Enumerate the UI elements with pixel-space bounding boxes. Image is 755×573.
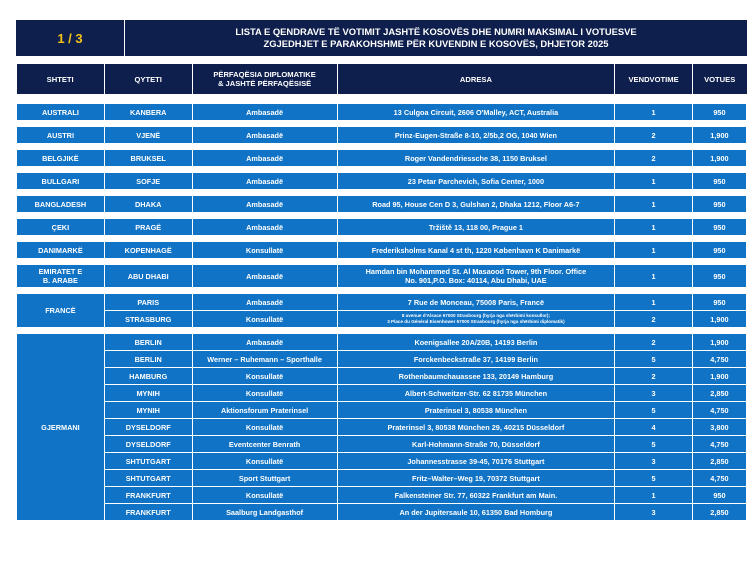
address-cell: Praterinsel 3, 80538 München 29, 40215 Düsseldorf [337,419,615,436]
representation-cell: Konsullatë [192,368,337,385]
city-cell: SOFJE [104,173,192,190]
table-row [17,402,747,419]
country-cell: AUSTRI [17,127,105,144]
table-row [17,419,747,436]
voters-cell: 4,750 [692,402,746,419]
city-cell: SHTUTGART [104,470,192,487]
representation-cell: Ambasadë [192,196,337,213]
voters-cell: 1,900 [692,150,746,167]
representation-cell: Konsullatë [192,311,337,328]
city-cell: HAMBURG [104,368,192,385]
city-cell: SHTUTGART [104,453,192,470]
voters-cell: 950 [692,242,746,259]
address-cell: Forckenbeckstraße 37, 14199 Berlin [337,351,615,368]
table-row [17,127,747,144]
country-cell: ÇEKI [17,219,105,236]
voters-cell: 4,750 [692,436,746,453]
city-cell: STRASBURG [104,311,192,328]
polling-places-cell: 2 [615,150,693,167]
address-cell: 23 Petar Parchevich, Sofia Center, 1000 [337,173,615,190]
address-cell: Road 95, House Cen D 3, Gulshan 2, Dhaka 1212, Floor A6-7 [337,196,615,213]
country-cell: BELGJIKË [17,150,105,167]
country-cell: BULLGARI [17,173,105,190]
country-cell: GJERMANI [17,334,105,521]
voters-cell: 1,900 [692,368,746,385]
address-cell: Tržiště 13, 118 00, Prague 1 [337,219,615,236]
table-row [17,436,747,453]
address-cell: Karl-Hohmann-Straße 70, Düsseldorf [337,436,615,453]
representation-cell: Sport Stuttgart [192,470,337,487]
polling-places-cell: 2 [615,311,693,328]
city-cell: BERLIN [104,351,192,368]
polling-places-cell: 2 [615,127,693,144]
address-cell: Prinz-Eugen-Straße 8-10, 2/5b,2 OG, 1040 Wien [337,127,615,144]
city-cell: DHAKA [104,196,192,213]
polling-places-cell: 5 [615,351,693,368]
table-row [17,294,747,311]
representation-cell: Eventcenter Benrath [192,436,337,453]
polling-places-cell: 1 [615,104,693,121]
city-cell: FRANKFURT [104,504,192,521]
city-cell: PARIS [104,294,192,311]
table-row [17,334,747,351]
address-cell: 13 Culgoa Circuit, 2606 O'Malley, ACT, Australia [337,104,615,121]
title-line-2: ZGJEDHJET E PARAKOHSHME PËR KUVENDIN E KOSOVËS, DHJETOR 2025 [263,38,609,49]
polling-places-cell: 5 [615,436,693,453]
voters-cell: 1,900 [692,127,746,144]
polling-places-cell: 2 [615,368,693,385]
column-header-address: ADRESA [337,64,615,94]
city-cell: ABU DHABI [104,265,192,288]
voters-cell: 4,750 [692,351,746,368]
column-header-country: SHTETI [17,64,105,94]
voters-cell: 950 [692,294,746,311]
polling-places-cell: 3 [615,385,693,402]
document-title [125,20,747,56]
table-row [17,196,747,213]
table-row [17,311,747,328]
address-cell: An der Jupitersaule 10, 61350 Bad Homburg [337,504,615,521]
address-cell: Fritz–Walter–Weg 19, 70372 Stuttgart [337,470,615,487]
voters-cell: 1,900 [692,311,746,328]
address-cell: Koenigsallee 20A/20B, 14193 Berlin [337,334,615,351]
city-cell: FRANKFURT [104,487,192,504]
representation-cell: Ambasadë [192,127,337,144]
page-number: 1 / 3 [16,20,125,56]
representation-cell: Ambasadë [192,265,337,288]
column-header-representation: PËRFAQËSIA DIPLOMATIKE & JASHTË PËRFAQËSISË [192,64,337,94]
table-row [17,173,747,190]
address-cell: Praterinsel 3, 80538 München [337,402,615,419]
title-line-1: LISTA E QENDRAVE TË VOTIMIT JASHTË KOSOVËS DHE NUMRI MAKSIMAL I VOTUESVE [235,26,637,37]
city-cell: DYSELDORF [104,436,192,453]
table-row [17,104,747,121]
representation-cell: Ambasadë [192,104,337,121]
representation-cell: Werner – Ruhemann – Sporthalle [192,351,337,368]
polling-places-cell: 5 [615,402,693,419]
address-cell: 7 Rue de Monceau, 75008 Paris, Francë [337,294,615,311]
voters-cell: 950 [692,265,746,288]
representation-cell: Ambasadë [192,334,337,351]
voters-cell: 2,850 [692,385,746,402]
table-row [17,453,747,470]
polling-places-cell: 1 [615,487,693,504]
country-cell: FRANCË [17,294,105,328]
address-cell: Albert-Schweitzer-Str. 62 81735 München [337,385,615,402]
document-header [16,20,747,56]
city-cell: PRAGË [104,219,192,236]
table-row [17,487,747,504]
polling-places-cell: 3 [615,453,693,470]
city-cell: BERLIN [104,334,192,351]
address-cell: Hamdan bin Mohammed St. Al Masaood Tower, 9th Floor. Office No. 901,P.O. Box: 40114, Abu Dhabi, UAE [337,265,615,288]
polling-places-cell: 1 [615,242,693,259]
voters-cell: 950 [692,104,746,121]
representation-cell: Konsullatë [192,385,337,402]
city-cell: VJENË [104,127,192,144]
column-header-city: QYTETI [104,64,192,94]
polling-places-cell: 1 [615,294,693,311]
city-cell: KOPENHAGË [104,242,192,259]
representation-cell: Konsullatë [192,487,337,504]
polling-places-cell: 5 [615,470,693,487]
city-cell: DYSELDORF [104,419,192,436]
country-cell: DANIMARKË [17,242,105,259]
column-header-polling-places: VENDVOTIME [615,64,693,94]
table-header-row [17,64,747,94]
representation-cell: Ambasadë [192,219,337,236]
polling-places-cell: 1 [615,219,693,236]
representation-cell: Ambasadë [192,294,337,311]
representation-cell: Konsullatë [192,242,337,259]
polling-places-cell: 2 [615,334,693,351]
table-row [17,351,747,368]
table-row [17,504,747,521]
country-cell: EMIRATET E B. ARABE [17,265,105,288]
representation-cell: Ambasadë [192,150,337,167]
address-cell: 8 avenue d'Alsace 67000 Strasbourg (hyrja nga shërbimi konsullor); 3 Place du Général Eisenhower 67000 Strasbourg (hyrja nga shërbimi diplomatik) [337,311,615,328]
table-row [17,242,747,259]
representation-cell: Aktionsforum Praterinsel [192,402,337,419]
polling-places-cell: 1 [615,265,693,288]
address-cell: Falkensteiner Str. 77, 60322 Frankfurt am Main. [337,487,615,504]
representation-cell: Ambasadë [192,173,337,190]
address-cell: Rothenbaumchauassee 133, 20149 Hamburg [337,368,615,385]
voters-cell: 950 [692,487,746,504]
polling-places-cell: 1 [615,196,693,213]
representation-cell: Saalburg Landgasthof [192,504,337,521]
address-cell: Roger Vandendriessche 38, 1150 Bruksel [337,150,615,167]
voters-cell: 2,850 [692,453,746,470]
country-cell: BANGLADESH [17,196,105,213]
voters-cell: 950 [692,196,746,213]
voters-cell: 2,850 [692,504,746,521]
table-row [17,385,747,402]
city-cell: KANBERA [104,104,192,121]
representation-cell: Konsullatë [192,453,337,470]
voters-cell: 3,800 [692,419,746,436]
voters-cell: 1,900 [692,334,746,351]
city-cell: MYNIH [104,402,192,419]
polling-stations-table [16,64,747,521]
polling-places-cell: 1 [615,173,693,190]
polling-places-cell: 3 [615,504,693,521]
city-cell: BRUKSEL [104,150,192,167]
voters-cell: 950 [692,219,746,236]
country-cell: AUSTRALI [17,104,105,121]
address-cell: Frederiksholms Kanal 4 st th, 1220 København K Danimarkë [337,242,615,259]
city-cell: MYNIH [104,385,192,402]
polling-places-cell: 4 [615,419,693,436]
voters-cell: 950 [692,173,746,190]
representation-cell: Konsullatë [192,419,337,436]
voters-cell: 4,750 [692,470,746,487]
table-row [17,150,747,167]
table-row [17,219,747,236]
column-header-voters: VOTUES [692,64,746,94]
table-row [17,368,747,385]
table-row [17,265,747,288]
address-cell: Johannesstrasse 39-45, 70176 Stuttgart [337,453,615,470]
table-row [17,470,747,487]
